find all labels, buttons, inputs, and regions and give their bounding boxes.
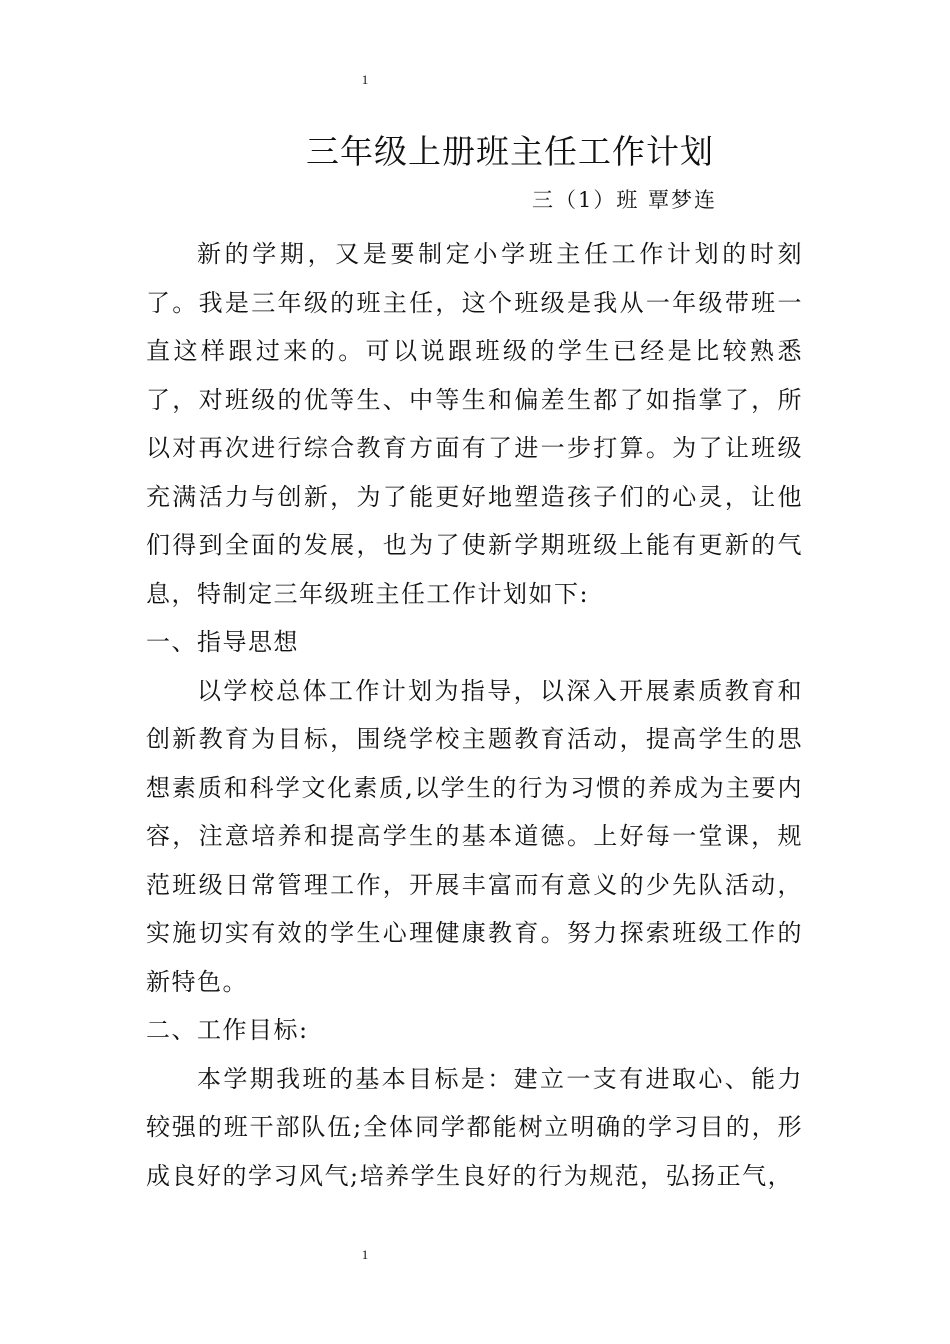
section-heading-work-goals: 二、工作目标: bbox=[146, 1016, 309, 1044]
intro-paragraph: 新的学期，又是要制定小学班主任工作计划的时刻了。我是三年级的班主任，这个班级是我从一年级带班一直这样跟过来的。可以说跟班级的学生已经是比较熟悉了，对班级的优等生、中等生和偏差生都了如指掌了，所以对再次进行综合教育方面有了进一步打算。为了让班级充满活力与创新，为了能更好地塑造孩子们的心灵，让他们得到全面的发展，也为了使新学期班级上能有更新的气息，特制定三年级班主任工作计划如下: bbox=[146, 240, 803, 608]
document-title: 三年级上册班主任工作计划 bbox=[306, 132, 714, 171]
page-number-bottom: 1 bbox=[361, 1247, 369, 1262]
document-body bbox=[146, 230, 803, 1200]
section-paragraph-guiding-ideology: 以学校总体工作计划为指导，以深入开展素质教育和创新教育为目标，围绕学校主题教育活动，提高学生的思想素质和科学文化素质,以学生的行为习惯的养成为主要内容，注意培养和提高学生的基本道德。上好每一堂课，规范班级日常管理工作，开展丰富而有意义的少先队活动，实施切实有效的学生心理健康教育。努力探索班级工作的新特色。 bbox=[146, 676, 803, 996]
section-paragraph-work-goals: 本学期我班的基本目标是：建立一支有进取心、能力较强的班干部队伍;全体同学都能树立明确的学习目的，形成良好的学习风气;培养学生良好的行为规范，弘扬正气， bbox=[146, 1064, 803, 1190]
section-heading-guiding-ideology: 一、指导思想 bbox=[146, 628, 299, 656]
page-number-top: 1 bbox=[361, 72, 369, 87]
author-byline: 三（1）班 覃梦连 bbox=[531, 188, 717, 212]
